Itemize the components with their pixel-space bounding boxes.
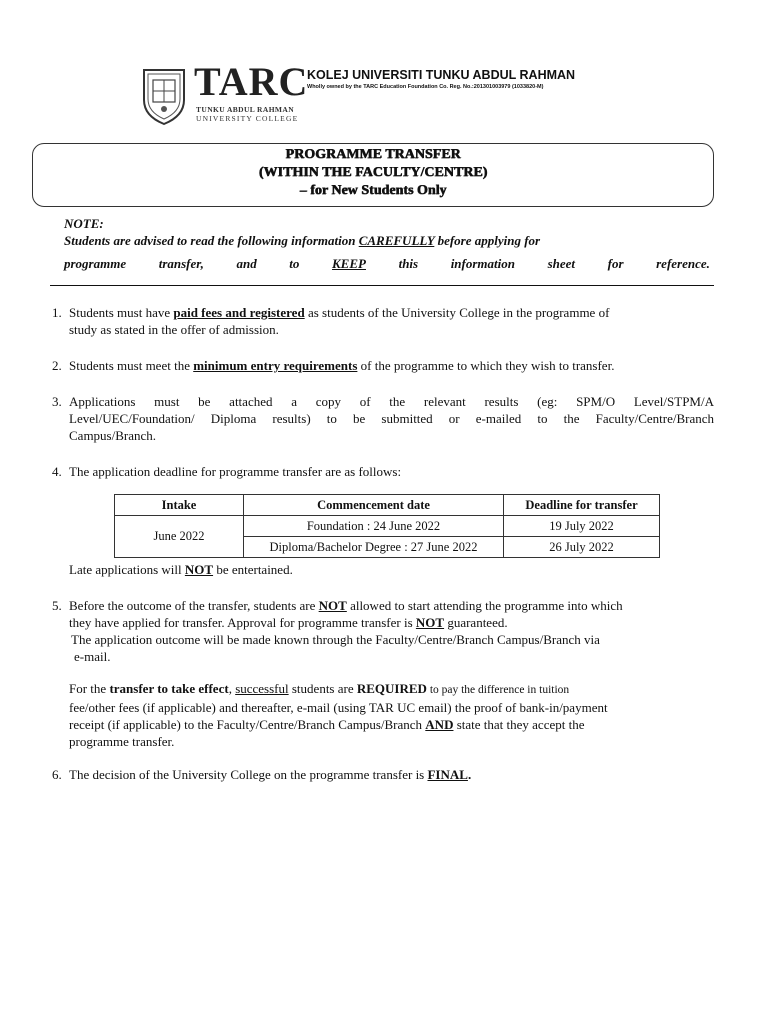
table-header-deadline: Deadline for transfer	[504, 495, 660, 516]
note-heading: NOTE:	[64, 216, 104, 231]
logo-subtitle: TUNKU ABDUL RAHMAN	[196, 105, 295, 114]
table-header-intake: Intake	[115, 495, 244, 516]
commencement-cell: Diploma/Bachelor Degree : 27 June 2022	[244, 537, 504, 558]
deadline-cell: 19 July 2022	[504, 516, 660, 537]
deadline-table	[114, 494, 660, 558]
divider-line	[50, 285, 714, 286]
note-line-2: programme transfer, and to KEEP this information sheet for reference.	[64, 256, 710, 271]
intake-cell: June 2022	[115, 516, 244, 558]
tarc-logo-wordmark: TARC	[194, 59, 309, 104]
university-crest-icon	[140, 66, 188, 126]
commencement-cell: Foundation : 24 June 2022	[244, 516, 504, 537]
title-line-2: (WITHIN THE FACULTY/CENTRE)	[258, 165, 488, 180]
table-row	[115, 516, 660, 537]
title-box	[32, 143, 714, 207]
deadline-cell: 26 July 2022	[504, 537, 660, 558]
university-name: KOLEJ UNIVERSITI TUNKU ABDUL RAHMAN	[307, 68, 576, 82]
ownership-statement: Wholly owned by the TARC Education Foundation Co. Reg. No.:201301003979 (1033820-M)	[307, 84, 544, 90]
title-line-1: PROGRAMME TRANSFER	[285, 147, 461, 162]
table-header-commencement: Commencement date	[244, 495, 504, 516]
note-line-1: Students are advised to read the following information CAREFULLY before applying for	[64, 233, 541, 248]
logo-subtitle-2: UNIVERSITY COLLEGE	[196, 114, 299, 123]
title-line-3: – for New Students Only	[299, 183, 447, 198]
